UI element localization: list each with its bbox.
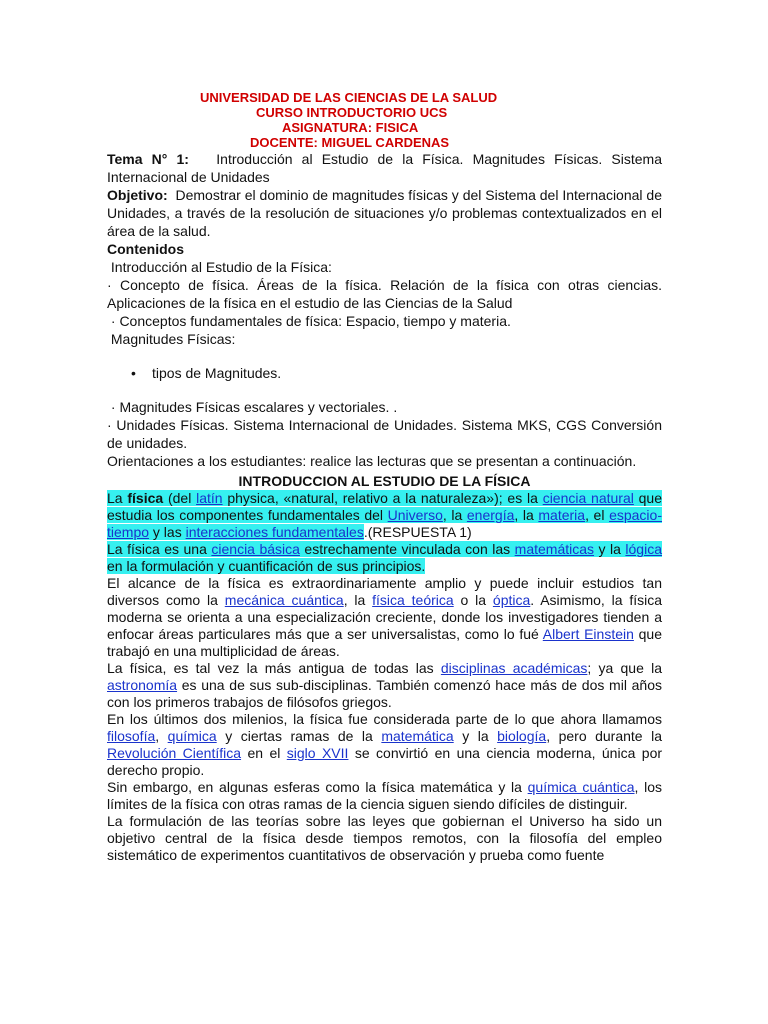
link-optica[interactable]: óptica (492, 592, 531, 608)
link-ciencia-basica[interactable]: ciencia básica (211, 541, 300, 557)
link-filosofia[interactable]: filosofía (107, 728, 156, 744)
document-page (107, 90, 662, 864)
tema-line (107, 150, 662, 186)
contenidos-item-conceptos: · Conceptos fundamentales de física: Espacio, tiempo y materia. (110, 313, 511, 329)
link-interacciones-fundamentales[interactable]: interacciones fundamentales (185, 524, 364, 540)
header-university: UNIVERSIDAD DE LAS CIENCIAS DE LA SALUD (200, 90, 498, 105)
link-ciencia-natural[interactable]: ciencia natural (542, 490, 634, 506)
objetivo-label: Objetivo: (107, 187, 168, 203)
header-subject: ASIGNATURA: FISICA (282, 120, 419, 135)
contenidos-item-unidades: · Unidades Físicas. Sistema Internacional de Unidades. Sistema MKS, CGS Conversión de unidades. (107, 417, 662, 451)
link-universo[interactable]: Universo (387, 507, 443, 523)
paragraph-ciencia-basica: La física es una ciencia básica estrechamente vinculada con las matemáticas y la lógica en la formulación y cuantificación de sus principios. (107, 541, 662, 574)
paragraph-limites: Sin embargo, en algunas esferas como la física matemática y la química cuántica, los límites de la física con otras ramas de la ciencia siguen siendo difíciles de distinguir. (107, 779, 662, 812)
link-astronomia[interactable]: astronomía (107, 677, 178, 693)
link-espacio-tiempo[interactable]: espacio-tiempo (107, 507, 662, 540)
document-header (107, 90, 662, 150)
objetivo-paragraph (107, 186, 662, 240)
tema-text: Introducción al Estudio de la Física. Magnitudes Físicas. Sistema Internacional de Unidades (107, 151, 662, 185)
link-matematicas[interactable]: matemáticas (514, 541, 595, 557)
link-disciplinas-academicas[interactable]: disciplinas académicas (440, 660, 588, 676)
link-energia[interactable]: energía (466, 507, 515, 523)
contenidos-intro: Introducción al Estudio de la Física: (110, 259, 332, 275)
objetivo-text: Demostrar el dominio de magnitudes físicas y del Sistema del Internacional de Unidades, a través de la resolución de situaciones y/o problemas contextualizados en el área de la salud. (107, 187, 662, 239)
paragraph-antigua: La física, es tal vez la más antigua de todas las disciplinas académicas; ya que la astronomía es una de sus sub-disciplinas. También comenzó hace más de dos mil años con los primeros trabajos de filósofos griegos. (107, 660, 662, 710)
link-materia[interactable]: materia (538, 507, 586, 523)
header-course: CURSO INTRODUCTORIO UCS (256, 105, 448, 120)
tema-label: Tema N° 1: (107, 151, 189, 167)
link-quimica[interactable]: química (167, 728, 217, 744)
paragraph-formulacion: La formulación de las teorías sobre las leyes que gobiernan el Universo ha sido un objetivo central de la física desde tiempos remotos, con la filosofía del empleo sistemático de experimentos cuantitativos de observación y prueba como fuente (107, 813, 662, 863)
orientaciones-text: Orientaciones a los estudiantes: realice las lecturas que se presentan a continuación. (107, 453, 637, 469)
link-biologia[interactable]: biología (497, 728, 547, 744)
header-teacher: DOCENTE: MIGUEL CARDENAS (250, 135, 450, 150)
link-matematica[interactable]: matemática (381, 728, 454, 744)
link-siglo-xvii[interactable]: siglo XVII (286, 745, 349, 761)
link-revolucion-cientifica[interactable]: Revolución Científica (107, 745, 242, 761)
bullet-list (107, 364, 662, 382)
link-logica[interactable]: lógica (625, 541, 662, 557)
contenidos-item-concepto: · Concepto de física. Áreas de la física. Relación de la física con otras ciencias. Aplicaciones de la física en el estudio de las Ciencias de la Salud (107, 277, 662, 311)
contenidos-heading: Contenidos (107, 241, 184, 257)
contenidos-magnitudes: Magnitudes Físicas: (110, 331, 236, 347)
link-fisica-teorica[interactable]: física teórica (372, 592, 454, 608)
list-item: • tipos de Magnitudes. (131, 364, 662, 382)
paragraph-alcance: El alcance de la física es extraordinariamente amplio y puede incluir estudios tan diversos como la mecánica cuántica, la física teórica o la óptica. Asimismo, la física moderna se orienta a una especialización creciente, donde los investigadores tienden a enfocar áreas particulares más que a ser universalistas, como lo fué Albert Einstein que trabajó en una multiplicidad de áreas. (107, 575, 663, 659)
link-albert-einstein[interactable]: Albert Einstein (542, 626, 634, 642)
paragraph-definicion: La física (del latín physica, «natural, relativo a la naturaleza»); es la ciencia natural que estudia los componentes fundamentales del Universo, la energía, la materia, el espacio-tiempo y las interacciones fundamentales.(RESPUESTA 1) (107, 490, 663, 540)
link-latin[interactable]: latín (196, 490, 223, 506)
fisica-term: física (127, 490, 164, 506)
paragraph-milenios: En los últimos dos milenios, la física fue considerada parte de lo que ahora llamamos filosofía, química y ciertas ramas de la matemática y la biología, pero durante la Revolución Científica en el siglo XVII se convirtió en una ciencia moderna, única por derecho propio. (107, 711, 663, 778)
link-quimica-cuantica[interactable]: química cuántica (527, 779, 635, 795)
link-mecanica-cuantica[interactable]: mecánica cuántica (224, 592, 344, 608)
section-title: INTRODUCCION AL ESTUDIO DE LA FÍSICA (238, 473, 531, 489)
contenidos-item-escalares: · Magnitudes Físicas escalares y vectoriales. . (110, 399, 398, 415)
